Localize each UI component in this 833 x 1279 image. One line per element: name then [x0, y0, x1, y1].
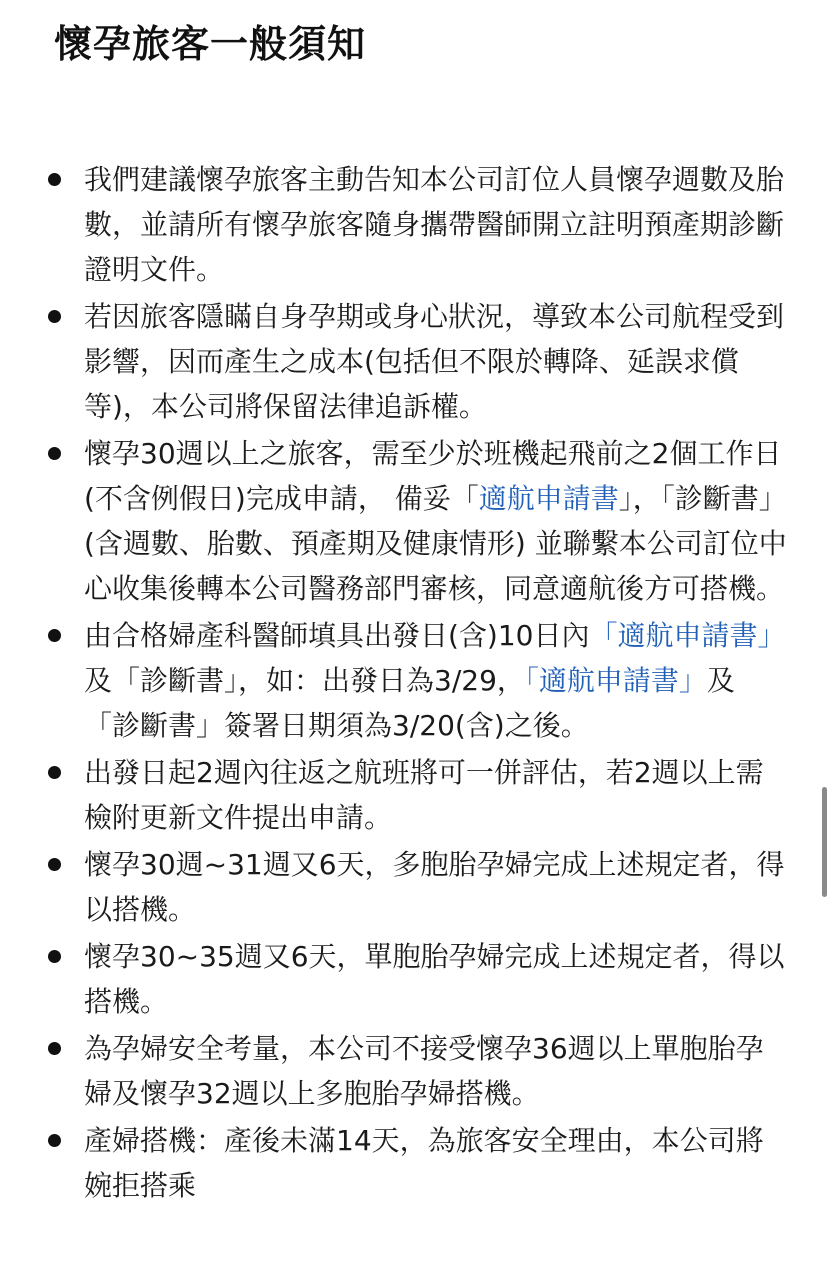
- notice-text: 及「診斷書」，如：出發日為3/29，: [84, 664, 525, 697]
- notice-text: 」，「診斷書」(含週數、胎數、預產期及健康情形) 並聯繫本公司訂位中心收集後轉本公司醫務部門審核，同意適航後方可搭機。: [84, 482, 787, 605]
- notice-text: 及「診斷書」簽署日期須為3/20(含)之後。: [84, 664, 735, 742]
- notice-text: 懷孕30~35週又6天，單胞胎孕婦完成上述規定者，得以搭機。: [84, 940, 785, 1018]
- notice-text: 若因旅客隱瞞自身孕期或身心狀況，導致本公司航程受到影響，因而產生之成本(包括但不限於轉降、延誤求償等)，本公司將保留法律追訴權。: [84, 300, 785, 423]
- notice-text: 我們建議懷孕旅客主動告知本公司訂位人員懷孕週數及胎數，並請所有懷孕旅客隨身攜帶醫師開立註明預產期診斷證明文件。: [84, 163, 785, 286]
- notice-item: [0, 613, 790, 748]
- notice-text: 懷孕30週以上之旅客，需至少於班機起飛前之2個工作日(不含例假日)完成申請， 備妥「: [84, 437, 782, 515]
- airworthiness-form-link[interactable]: 「適航申請書」: [524, 664, 707, 697]
- bullet-dot-icon: [48, 310, 61, 323]
- bullet-dot-icon: [48, 1042, 61, 1055]
- notice-item: [0, 294, 790, 429]
- notice-text: 懷孕30週~31週又6天，多胞胎孕婦完成上述規定者，得以搭機。: [84, 848, 785, 926]
- notice-item: [0, 1026, 790, 1116]
- bullet-dot-icon: [48, 173, 61, 186]
- notice-item: [0, 431, 790, 611]
- airworthiness-form-link[interactable]: 「適航申請書」: [589, 619, 786, 652]
- bullet-dot-icon: [48, 766, 61, 779]
- notice-text: 出發日起2週內往返之航班將可一併評估，若2週以上需檢附更新文件提出申請。: [84, 756, 764, 834]
- bullet-dot-icon: [48, 447, 61, 460]
- bullet-dot-icon: [48, 858, 61, 871]
- notice-text: 為孕婦安全考量，本公司不接受懷孕36週以上單胞胎孕婦及懷孕32週以上多胞胎孕婦搭機。: [84, 1032, 764, 1110]
- airworthiness-form-link[interactable]: 適航申請書: [478, 482, 619, 515]
- notice-text: 由合格婦產科醫師填具出發日(含)10日內: [84, 619, 590, 652]
- notice-item: [0, 934, 790, 1024]
- notice-item: [0, 157, 790, 292]
- notice-item: [0, 842, 790, 932]
- scrollbar-thumb[interactable]: [822, 787, 827, 897]
- bullet-dot-icon: [48, 629, 61, 642]
- notice-item: [0, 1118, 790, 1208]
- bullet-dot-icon: [48, 950, 61, 963]
- notice-list: [0, 157, 790, 1210]
- notice-text: 產婦搭機：產後未滿14天，為旅客安全理由，本公司將婉拒搭乘: [84, 1124, 764, 1202]
- notice-item: [0, 750, 790, 840]
- bullet-dot-icon: [48, 1134, 61, 1147]
- page-title: 懷孕旅客一般須知: [54, 22, 367, 66]
